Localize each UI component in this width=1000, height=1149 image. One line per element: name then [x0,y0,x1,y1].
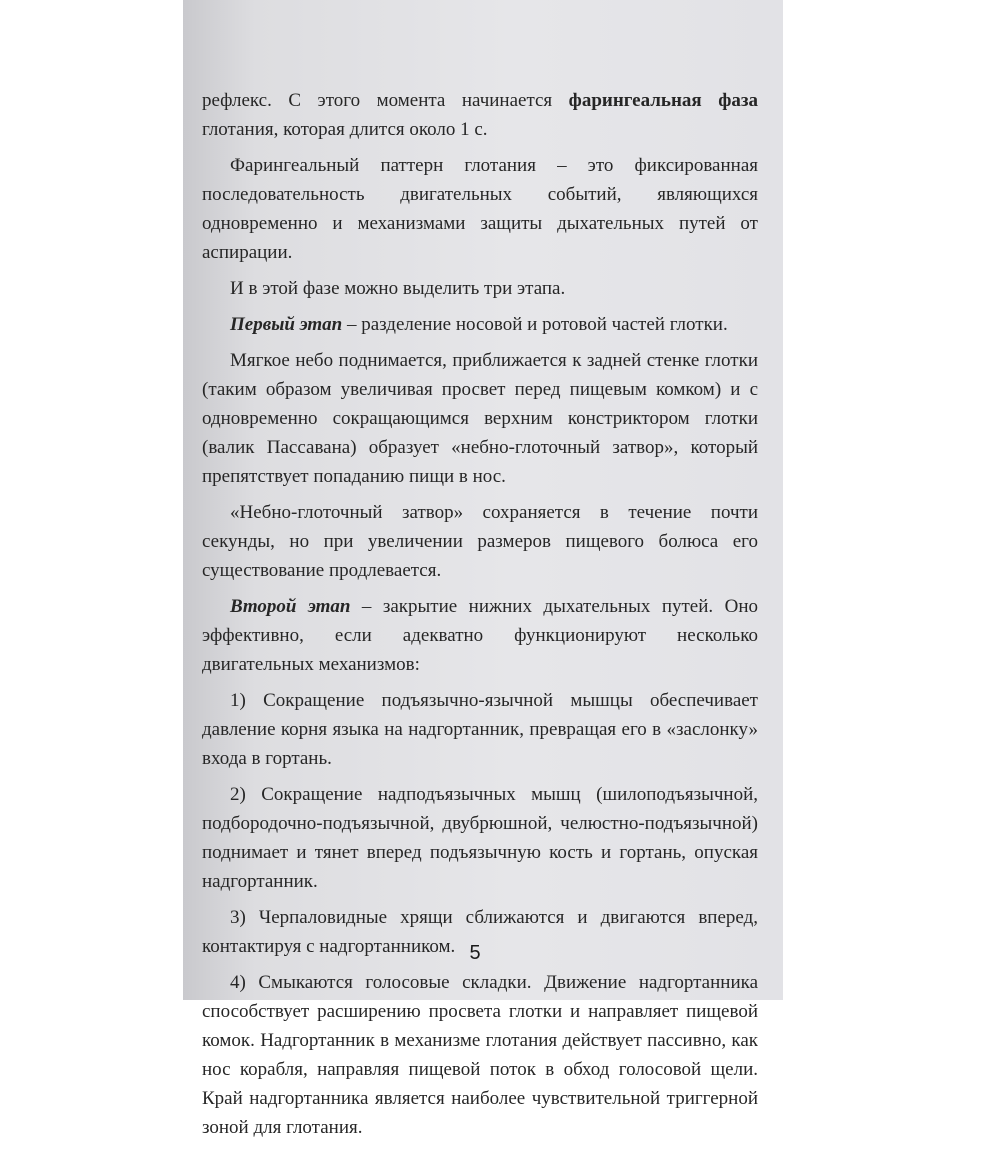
paragraph-text: глотания, которая длится около 1 с. [202,119,488,140]
paragraph-first-stage [202,310,758,339]
paragraph-velopharyngeal-closure: «Небно-глоточный затвор» сохраняется в течение почти секунды, но при увеличении размеров пищевого болюса его существование продлевается. [202,502,758,581]
paragraph-three-stages: И в этой фазе можно выделить три этапа. [230,278,566,299]
paragraph-soft-palate: Мягкое небо поднимается, приближается к задней стенке глотки (таким образом увеличивая просвет перед пищевым комком) и с одновременно сокращающимся верхним констриктором глотки (валик Пассавана) образует «небно-глоточный затвор», который препятствует попаданию пищи в нос. [202,350,758,487]
list-item-3: 3) Черпаловидные хрящи сближаются и двигаются вперед, контактируя с надгортанником. [202,907,758,957]
paragraph-text: – закрытие нижних дыхательных путей. Оно эффективно, если адекватно функционируют несколько двигательных механизмов: [202,596,759,675]
term-second-stage: Второй этап [230,596,351,617]
paragraph-pharyngeal-phase-intro [202,86,758,144]
paragraph-text: рефлекс. С этого момента начинается [202,90,569,111]
page-number: 5 [469,942,481,964]
list-item-2: 2) Сокращение надподъязычных мышц (шилоподъязычной, подбородочно-подъязычной, двубрюшной, челюстно-подъязычной) поднимает и тянет вперед подъязычную кость и гортань, опуская надгортанник. [202,784,758,892]
paragraph-text: – разделение носовой и ротовой частей глотки. [342,314,728,335]
paragraph-second-stage [202,592,758,679]
list-item-1: 1) Сокращение подъязычно-язычной мышцы обеспечивает давление корня языка на надгортанник, превращая его в «заслонку» входа в гортань. [202,690,758,769]
bold-term-pharyngeal-phase: фарингеальная фаза [568,90,758,111]
paragraph-pharyngeal-pattern: Фарингеальный паттерн глотания – это фиксированная последовательность двигательных событий, являющихся одновременно и механизмами защиты дыхательных путей от аспирации. [202,155,758,263]
page-body-text [202,86,758,1149]
term-first-stage: Первый этап [230,314,343,335]
list-item-4: 4) Смыкаются голосовые складки. Движение надгортанника способствует расширению просвета глотки и направляет пищевой комок. Надгортанник в механизме глотания действует пассивно, как нос корабля, направляя пищевой поток в обход голосовой щели. Край надгортанника является наиболее чувствительной триггерной зоной для глотания. [202,972,758,1138]
